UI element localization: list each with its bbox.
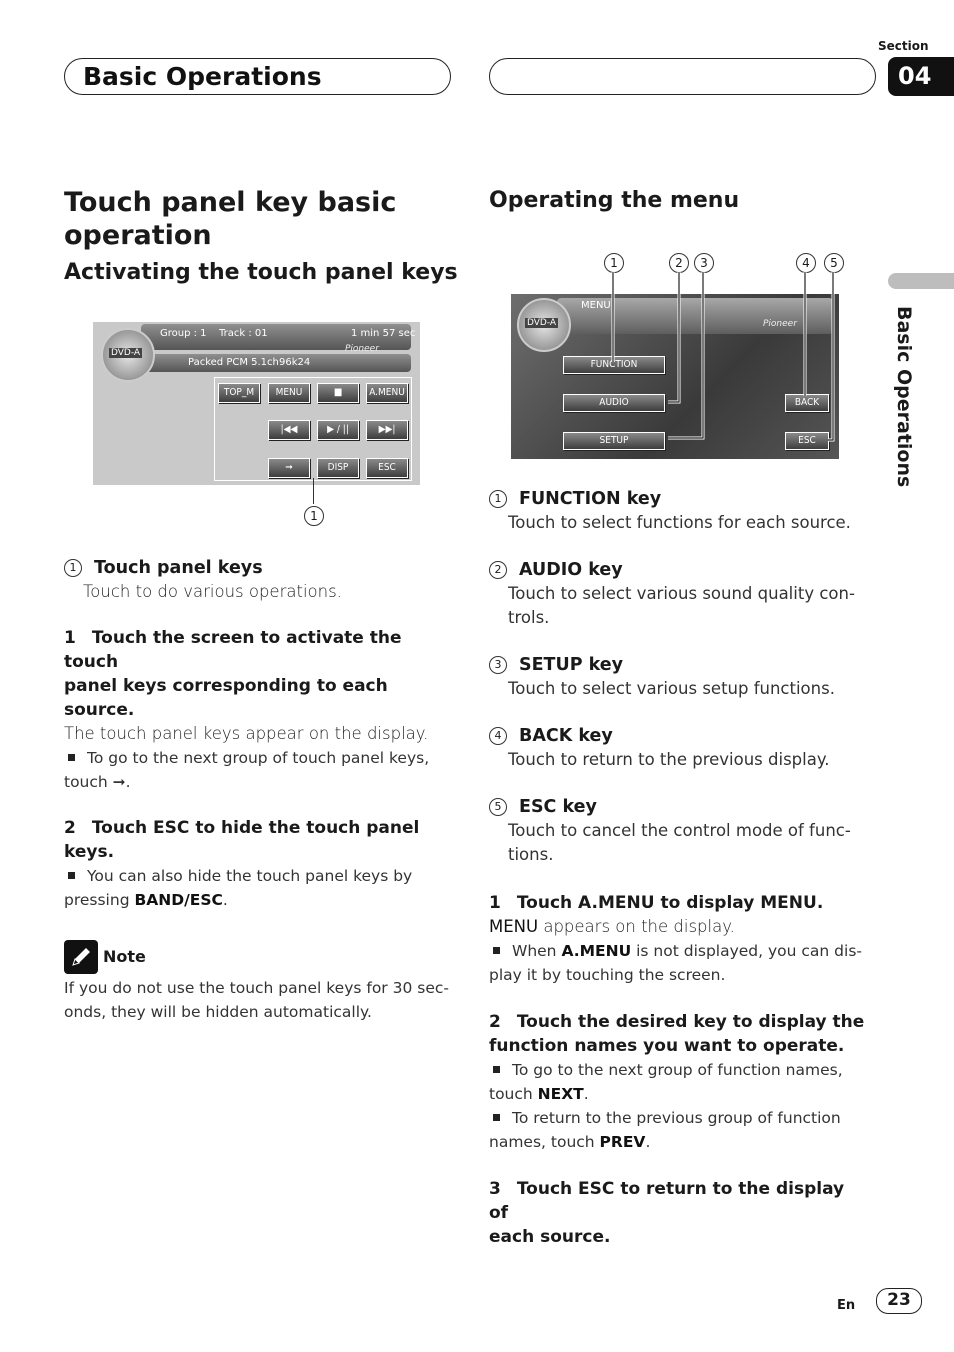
note-pencil-icon [64,940,98,974]
right-callout-4: 4 [796,253,816,273]
menu-callout-lines [0,0,954,500]
right-step2-bullet2-b-bold: PREV [599,1133,646,1151]
right-text-block [489,487,869,1249]
right-step2-bullet2-b-post: . [645,1133,651,1151]
right-step2-title [489,1010,869,1034]
side-tab-label: Basic Operations [893,306,915,488]
item1-num: 1 [64,559,82,577]
right-step2-bullet1-b [489,1082,869,1106]
menu-key-audio[interactable]: AUDIO [563,394,665,412]
menu-item-number: 5 [489,798,507,816]
right-step2-bullet2-b [489,1130,869,1154]
key-play-pause[interactable]: ▶ / || [317,420,359,440]
right-callout-1: 1 [604,253,624,273]
right-step3-num: 3 [489,1179,501,1199]
left-step2-bullet-b-bold: BAND/ESC [134,891,223,909]
right-step1-bullet-a-pre: When [512,942,562,960]
menu-key-setup[interactable]: SETUP [563,432,665,450]
left-step2-bullet-b [64,888,454,912]
right-step1-title-text: Touch A.MENU to display MENU. [516,893,824,913]
screen-packed: Packed PCM 5.1ch [188,357,279,368]
right-step2-bullet2 [489,1106,869,1130]
menu-item-number: 1 [489,490,507,508]
menu-item [489,724,869,772]
left-step1-bullet-a: To go to the next group of touch panel keys, [87,749,430,767]
left-step1-title-b: panel keys corresponding to each source. [64,676,388,720]
menu-item-desc: Touch to return to the previous display. [508,750,830,769]
left-step2-title-text: Touch ESC to hide the touch panel keys. [64,818,420,862]
menu-item-desc: tions. [508,845,554,864]
right-callout-3: 3 [694,253,714,273]
key-top-m[interactable]: TOP_M [218,383,260,403]
bullet-square-icon [493,947,500,954]
bullet-square-icon [493,1066,500,1073]
right-step2-bullet2-a: To return to the previous group of function [512,1109,841,1127]
left-step1-num: 1 [64,628,76,648]
note-label: Note [103,947,146,966]
right-step2-title-a: Touch the desired key to display the [516,1012,865,1032]
section-label: Section [878,39,929,53]
menu-item-title [489,558,869,582]
right-step1-desc-bold: MENU [489,917,539,936]
menu-key-back[interactable]: BACK [785,394,829,412]
right-step2-title-b: function names you want to operate. [489,1036,845,1056]
item1-desc: Touch to do various operations. [83,582,342,601]
left-step2-title [64,816,454,864]
key-next[interactable]: ▶▶| [366,420,408,440]
left-step2-bullet-b-post: . [222,891,228,909]
right-heading: Operating the menu [489,188,740,213]
right-callout-5: 5 [824,253,844,273]
left-step1-bullet-b: touch ➞. [64,773,131,791]
right-step2-bullet1 [489,1058,869,1082]
disc-logo-text: DVD-A [111,348,141,358]
item1-title: Touch panel keys [94,558,263,578]
footer-lang: En [837,1298,856,1313]
header-title: Basic Operations [83,62,322,91]
menu-item-title-text: SETUP key [519,655,624,675]
note-header [64,940,454,974]
left-callout-1: 1 [304,506,324,526]
menu-item-desc: Touch to select various setup functions. [508,679,835,698]
right-step1-bullet-a-bold: A.MENU [561,942,632,960]
item1 [64,556,454,580]
menu-item-desc: Touch to cancel the control mode of func- [508,821,851,840]
bullet-square-icon [68,754,75,761]
left-step2-bullet [64,864,454,888]
right-step2-bullet1-a: To go to the next group of function names, [512,1061,843,1079]
right-step2-bullet1-b-post: . [583,1085,589,1103]
menu-item-desc: trols. [508,608,550,627]
menu-key-esc[interactable]: ESC [785,432,829,450]
menu-item-number: 3 [489,656,507,674]
left-step2-bullet-b-pre: pressing [64,891,135,909]
key-esc[interactable]: ESC [366,458,408,478]
key-disp[interactable]: DISP [317,458,359,478]
menu-item-title [489,487,869,511]
menu-disc-logo-text: DVD-A [527,318,557,328]
left-step2-bullet-a: You can also hide the touch panel keys by [87,867,413,885]
right-step1-bullet-b: play it by touching the screen. [489,966,726,984]
item-list [489,487,869,867]
menu-item [489,795,869,867]
menu-item-desc: Touch to select various sound quality con- [508,584,855,603]
right-step1-desc-rest: appears on the display. [538,917,735,936]
bullet-square-icon [493,1114,500,1121]
menu-item-title-text: AUDIO key [519,560,623,580]
menu-item-title-text: ESC key [519,797,597,817]
left-step1-bullet [64,746,454,770]
menu-item-number: 2 [489,561,507,579]
left-step1-title-a: Touch the screen to activate the touch [64,628,402,672]
right-step2-num: 2 [489,1012,501,1032]
section-number: 04 [888,57,954,96]
note-text-a: If you do not use the touch panel keys for 30 sec- [64,979,449,997]
key-a-menu[interactable]: A.MENU [366,383,408,403]
menu-title: MENU [581,300,611,311]
key-arrow[interactable]: ➞ [268,458,310,478]
menu-item-number: 4 [489,727,507,745]
right-step1-title [489,891,869,915]
right-step2-bullet2-b-pre: names, touch [489,1133,600,1151]
left-step1-title [64,626,454,674]
left-step1-desc: The touch panel keys appear on the display. [64,724,429,743]
right-step2-bullet1-b-bold: NEXT [537,1085,584,1103]
menu-item [489,487,869,535]
left-text-block [64,556,454,1024]
left-subheading: Activating the touch panel keys [64,260,458,285]
right-step1-desc [489,915,869,939]
menu-item-title [489,795,869,819]
note-text-b: onds, they will be hidden automatically. [64,1003,372,1021]
screen-track: Track : 01 [219,328,268,339]
right-step3-title-a: Touch ESC to return to the display of [489,1179,845,1223]
footer-page-number: 23 [876,1288,922,1314]
screen-brand: Pioneer [345,344,379,354]
screen-time: 1 min 57 sec [351,328,416,339]
menu-key-function[interactable]: FUNCTION [563,356,665,374]
menu-brand: Pioneer [763,319,797,329]
left-heading: Touch panel key basic operation [64,187,397,251]
key-stop[interactable]: ■ [317,383,359,403]
right-step3-title-b: each source. [489,1227,611,1247]
right-step1-num: 1 [489,893,501,913]
screen-rate: 96k24 [279,357,311,368]
left-step2-num: 2 [64,818,76,838]
screen-group: Group : 1 [160,328,207,339]
menu-item-title [489,653,869,677]
right-step1-bullet [489,939,869,963]
right-step1-bullet-a-post: is not displayed, you can dis- [631,942,862,960]
menu-item-title-text: BACK key [519,726,613,746]
right-step3-title [489,1177,869,1225]
right-callout-2: 2 [669,253,689,273]
bullet-square-icon [68,872,75,879]
menu-item-desc: Touch to select functions for each source. [508,513,851,532]
key-previous[interactable]: |◀◀ [268,420,310,440]
key-menu[interactable]: MENU [268,383,310,403]
menu-item [489,558,869,630]
menu-item-title [489,724,869,748]
right-step2-bullet1-b-pre: touch [489,1085,538,1103]
menu-item-title-text: FUNCTION key [519,489,662,509]
menu-item [489,653,869,701]
